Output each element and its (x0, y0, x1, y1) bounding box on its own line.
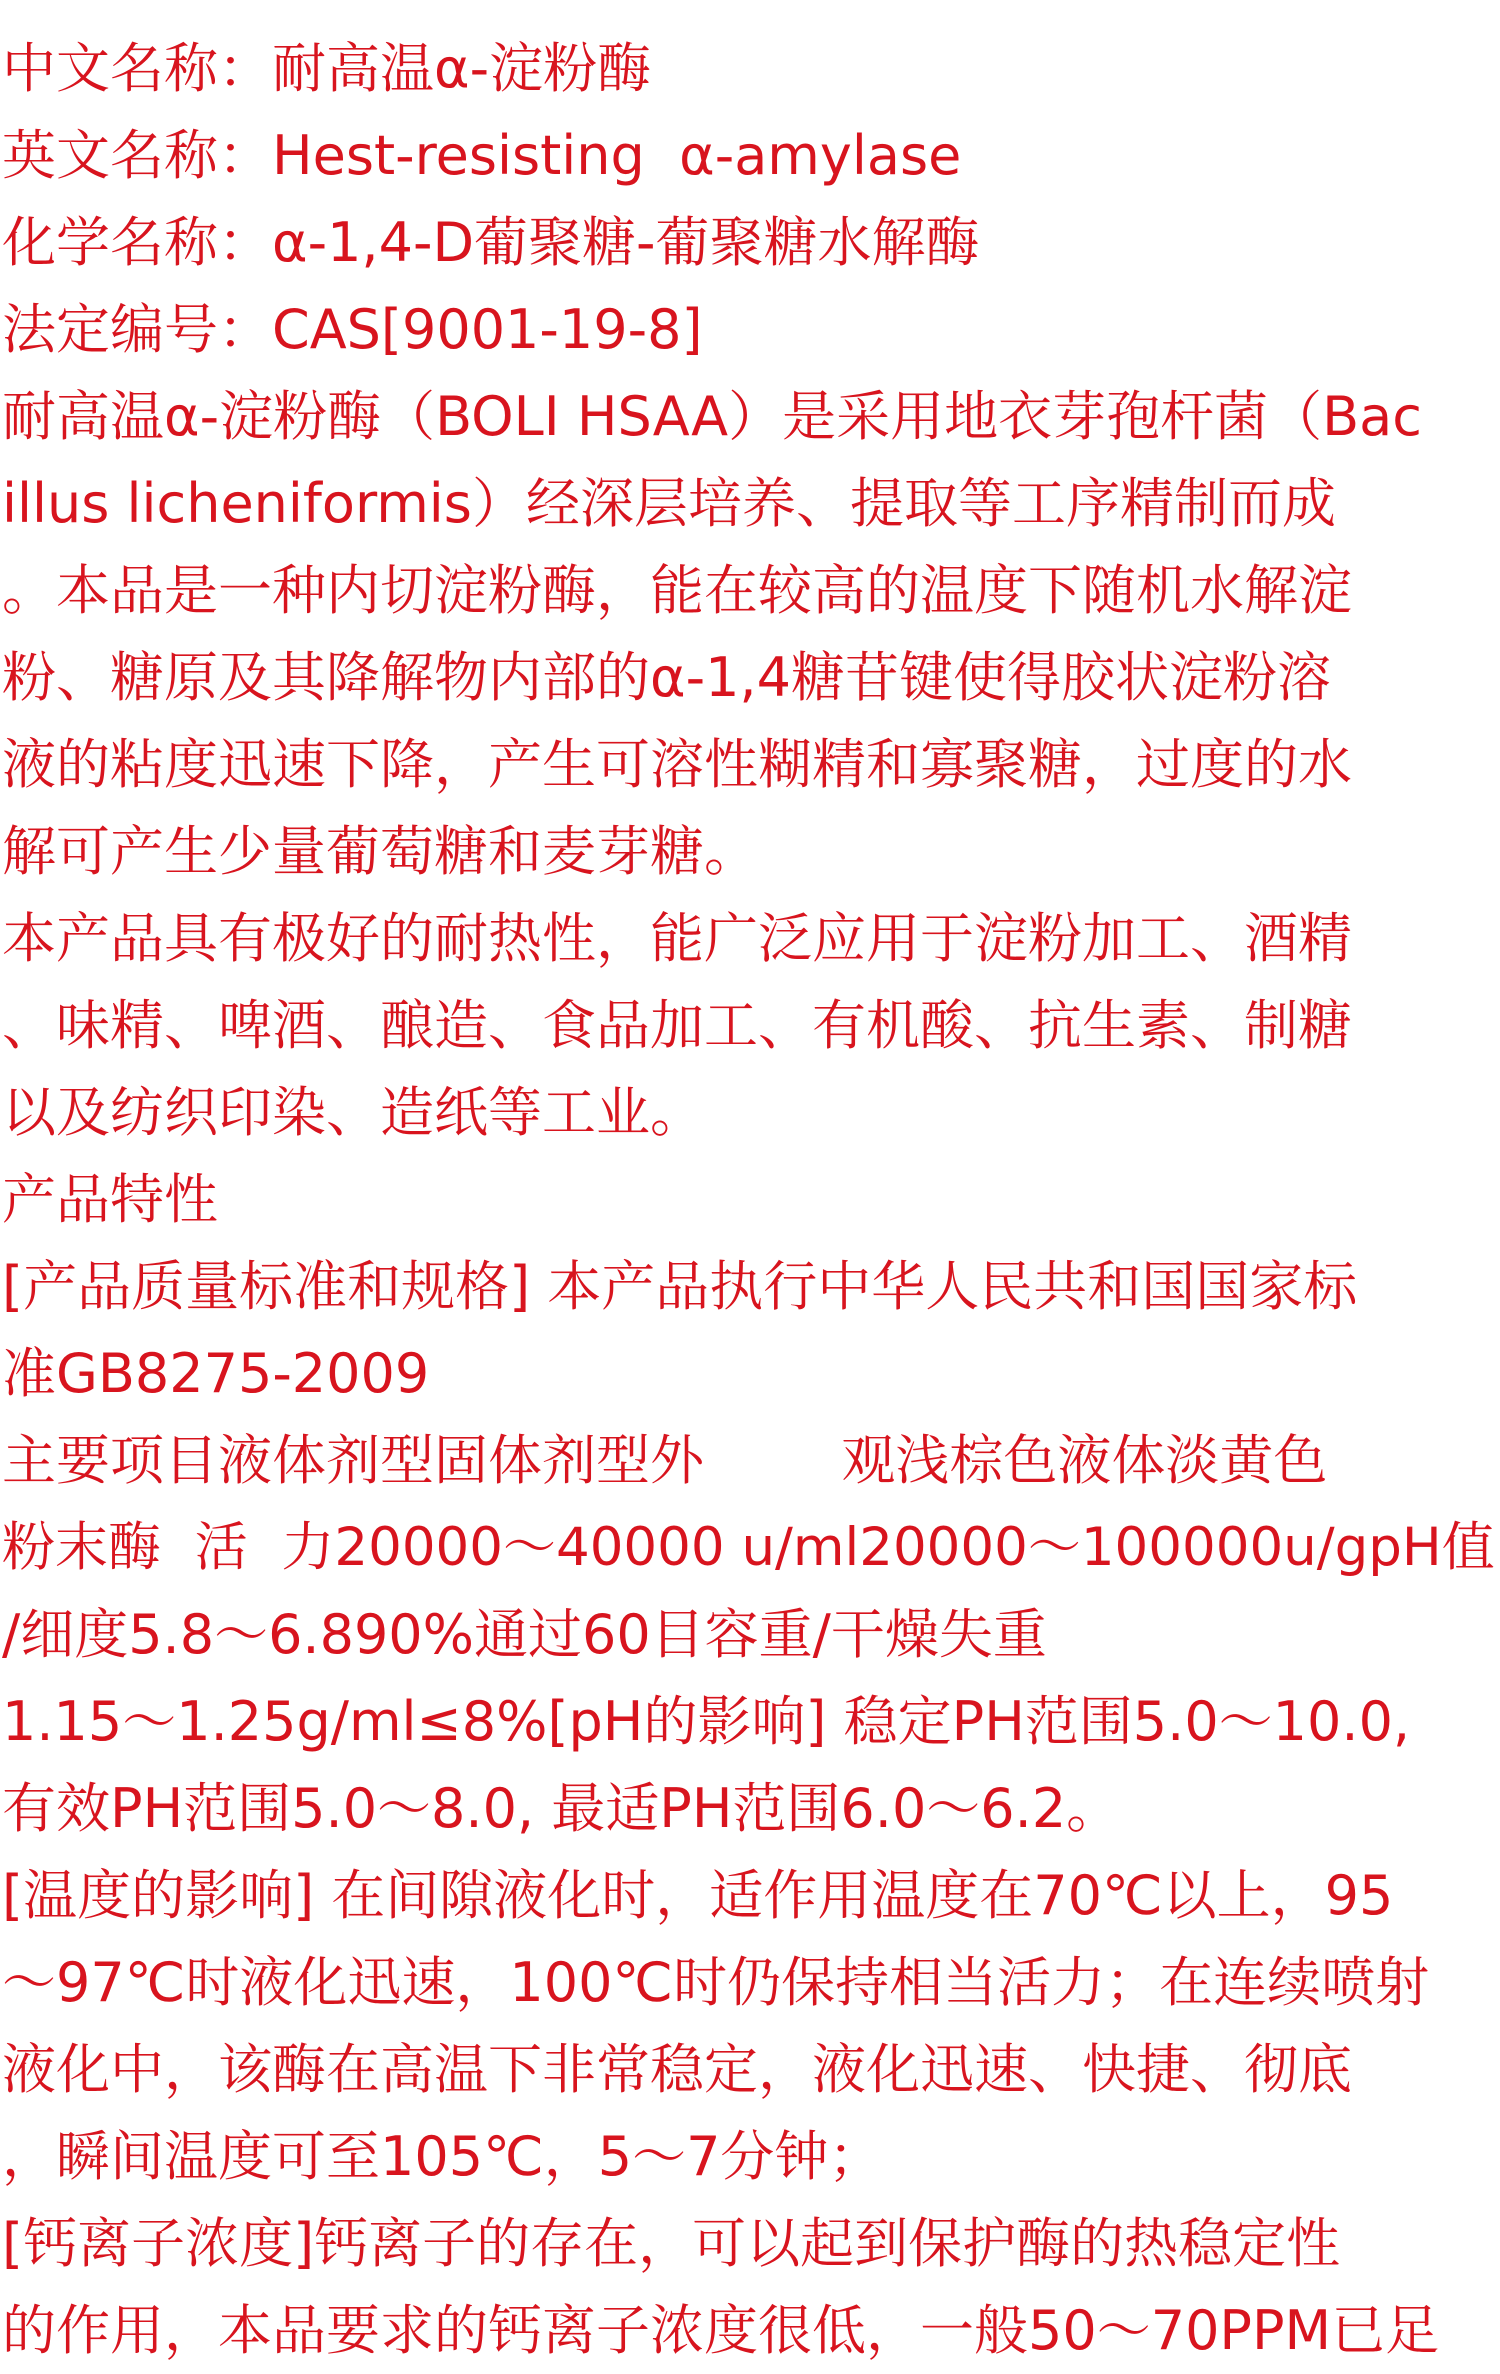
text-line: 液的粘度迅速下降，产生可溶性糊精和寡聚糖，过度的水 (2, 733, 1352, 796)
text-line: /细度5.8～6.890%通过60目容重/干燥失重 (2, 1603, 1047, 1666)
text-line: 粉末酶 活 力20000～40000 u/ml20000～100000u/gpH值 (2, 1517, 1495, 1578)
text-line: 化学名称：α-1,4-D葡聚糖-葡聚糖水解酶 (2, 211, 980, 274)
text-line: 的作用，本品要求的钙离子浓度很低，一般50～70PPM已足 (2, 2299, 1440, 2362)
text-line: 。本品是一种内切淀粉酶，能在较高的温度下随机水解淀 (2, 559, 1352, 622)
section-heading: 产品特性 (2, 1168, 218, 1231)
text-line: [温度的影响] 在间隙液化时，适作用温度在70℃以上，95 (2, 1864, 1394, 1927)
text-line: 、味精、啤酒、酿造、食品加工、有机酸、抗生素、制糖 (2, 994, 1352, 1057)
text-line: 液化中，该酶在高温下非常稳定，液化迅速、快捷、彻底 (2, 2038, 1352, 2101)
text-line: [产品质量标准和规格] 本产品执行中华人民共和国国家标 (2, 1255, 1358, 1318)
text-line: [钙离子浓度]钙离子的存在，可以起到保护酶的热稳定性 (2, 2212, 1341, 2275)
text-line: 粉、糖原及其降解物内部的α-1,4糖苷键使得胶状淀粉溶 (2, 646, 1331, 709)
text-line: 解可产生少量葡萄糖和麦芽糖。 (2, 820, 758, 883)
text-line: 本产品具有极好的耐热性，能广泛应用于淀粉加工、酒精 (2, 907, 1352, 970)
text-line: 主要项目液体剂型固体剂型外 观浅棕色液体淡黄色 (2, 1429, 1328, 1492)
text-line: 耐高温α-淀粉酶（BOLI HSAA）是采用地衣芽孢杆菌（Bac (2, 385, 1422, 448)
text-line: 1.15～1.25g/ml≤8%[pH的影响] 稳定PH范围5.0～10.0, (2, 1690, 1411, 1753)
text-line: ，瞬间温度可至105℃，5～7分钟； (2, 2125, 883, 2188)
text-line: 中文名称：耐高温α-淀粉酶 (2, 37, 652, 100)
text-line: 准GB8275-2009 (2, 1342, 430, 1405)
text-line: 有效PH范围5.0～8.0, 最适PH范围6.0～6.2。 (2, 1777, 1121, 1840)
text-line: 以及纺织印染、造纸等工业。 (2, 1081, 704, 1144)
text-line: 法定编号：CAS[9001-19-8] (2, 298, 703, 361)
text-line: illus licheniformis）经深层培养、提取等工序精制而成 (2, 472, 1336, 535)
text-line: ～97℃时液化迅速，100℃时仍保持相当活力；在连续喷射 (2, 1951, 1430, 2014)
text-line: 英文名称：Hest-resisting α-amylase (2, 124, 962, 187)
